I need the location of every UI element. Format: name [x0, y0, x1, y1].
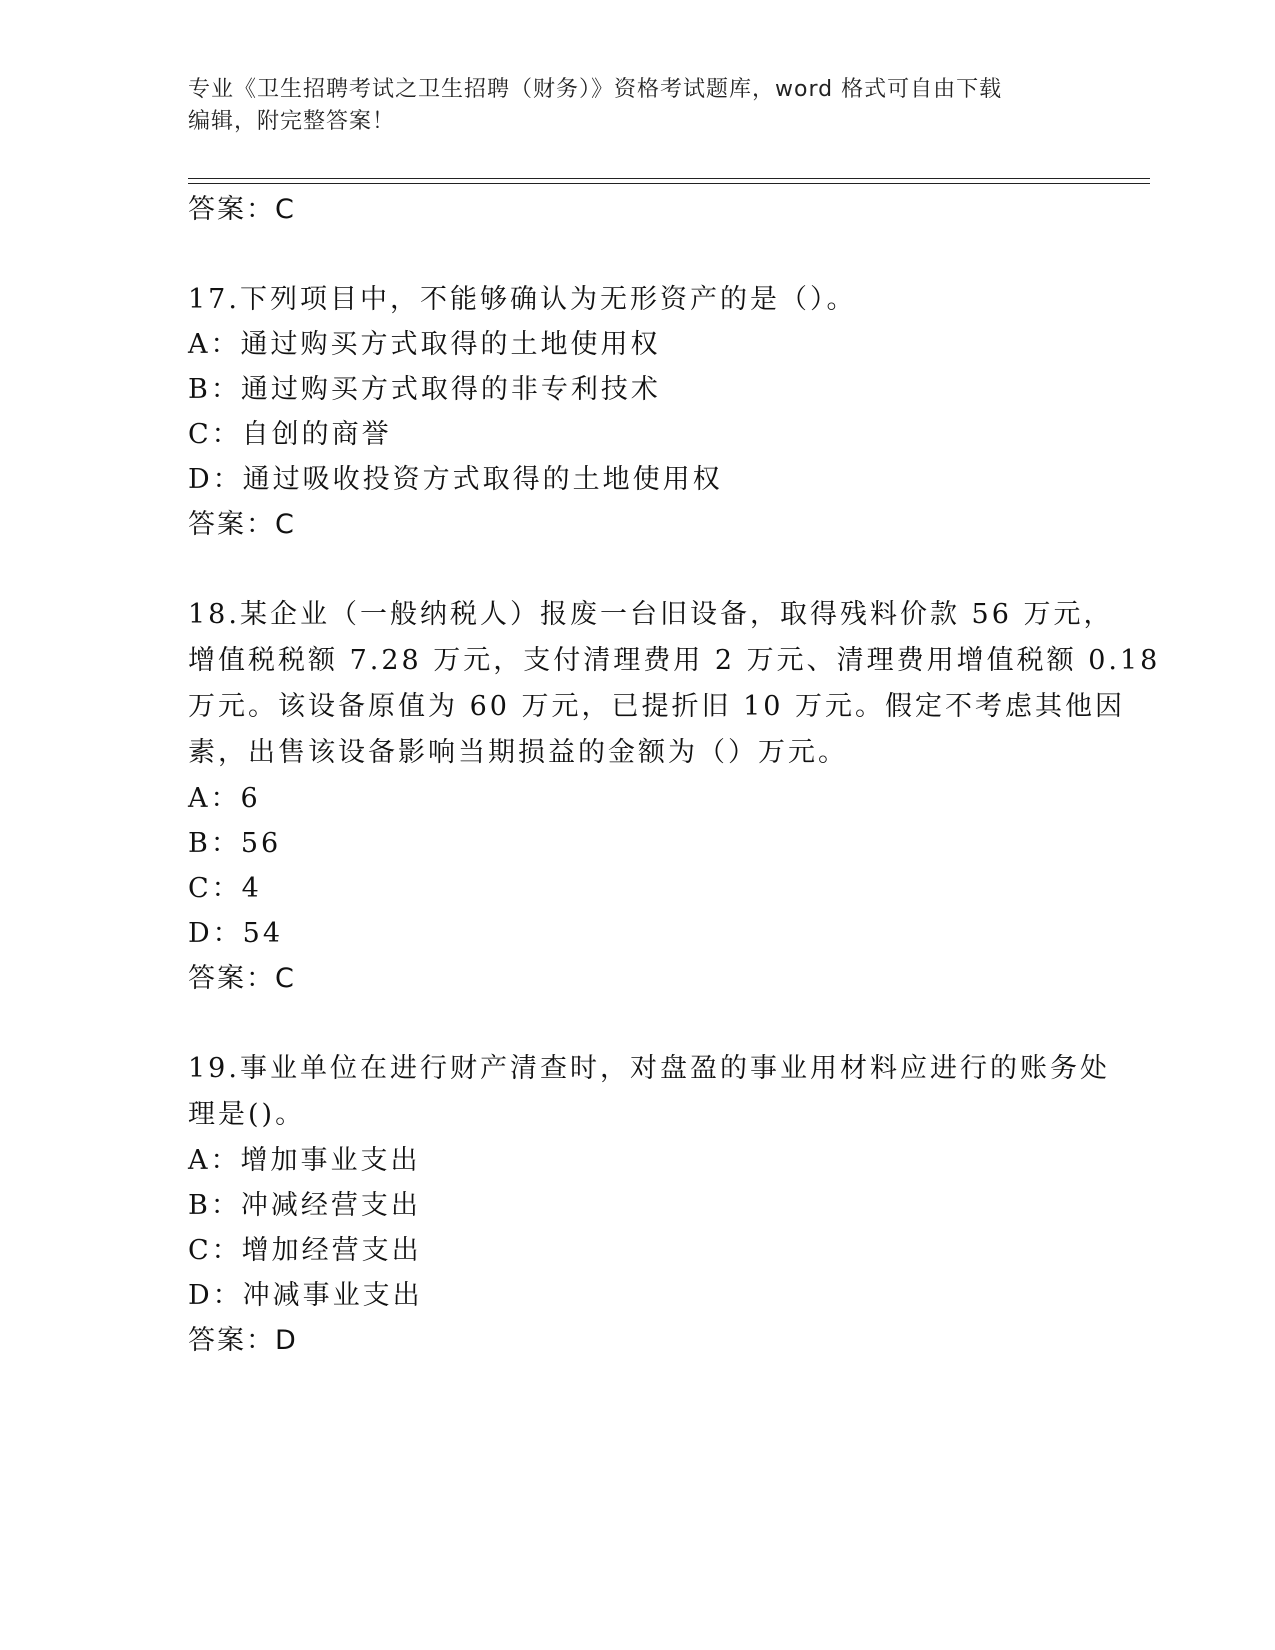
header-rule-bottom	[188, 183, 1150, 184]
header-line-1: 专业《卫生招聘考试之卫生招聘（财务）》资格考试题库，word 格式可自由下载	[188, 77, 1003, 102]
q18-stem-line-1: 18.某企业（一般纳税人）报废一台旧设备，取得残料价款 56 万元，	[188, 599, 1114, 630]
q17-answer: 答案：C	[188, 509, 296, 540]
q17-option-a: A：通过购买方式取得的土地使用权	[188, 329, 661, 360]
q18-stem-line-3: 万元。该设备原值为 60 万元，已提折旧 10 万元。假定不考虑其他因	[188, 691, 1126, 722]
q19-answer: 答案：D	[188, 1325, 298, 1356]
answer-prev: 答案：C	[188, 194, 296, 225]
q18-option-a: A：6	[188, 783, 261, 814]
q18-stem-line-4: 素，出售该设备影响当期损益的金额为（）万元。	[188, 737, 848, 768]
q17-option-d: D：通过吸收投资方式取得的土地使用权	[188, 464, 723, 495]
q18-option-c: C：4	[188, 873, 262, 904]
q19-stem-line-2: 理是()。	[188, 1099, 306, 1130]
header-line-2: 编辑，附完整答案！	[188, 109, 396, 134]
q19-stem-line-1: 19.事业单位在进行财产清查时，对盘盈的事业用材料应进行的账务处	[188, 1053, 1110, 1084]
q19-option-b: B：冲减经营支出	[188, 1190, 421, 1221]
q17-stem: 17.下列项目中，不能够确认为无形资产的是（）。	[188, 284, 857, 315]
q17-option-c: C：自创的商誉	[188, 419, 392, 450]
q17-option-b: B：通过购买方式取得的非专利技术	[188, 374, 661, 405]
q19-option-a: A：增加事业支出	[188, 1145, 421, 1176]
q19-option-c: C：增加经营支出	[188, 1235, 422, 1266]
q18-answer: 答案：C	[188, 963, 296, 994]
q18-option-b: B：56	[188, 828, 282, 859]
q18-stem-line-2: 增值税税额 7.28 万元，支付清理费用 2 万元、清理费用增值税额 0.18	[188, 645, 1161, 676]
document-header	[188, 74, 1088, 138]
q19-option-d: D：冲减事业支出	[188, 1280, 423, 1311]
q18-option-d: D：54	[188, 918, 284, 949]
header-rule-top	[188, 178, 1150, 179]
